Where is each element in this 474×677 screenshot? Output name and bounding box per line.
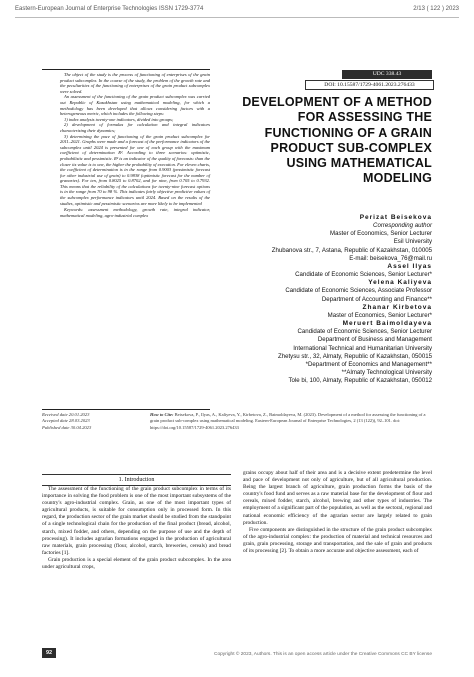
journal-header: Eastern-European Journal of Enterprise Technologies ISSN 1729-3774 [15,6,204,12]
abstract-paragraph: The object of the study is the process of functioning of enterprises of the grain product subcomplex. In the course of the study, the problem of the growth rate and the peculiarities of the functioning of enterprises of the grain product subcomplex were solved. [60,72,210,94]
abstract-paragraph: 2) development of formulas for calculation and integral indicators characterizing their dynamics; [60,122,210,133]
author-affiliation: Master of Economics, Senior Lecturer* [327,311,432,319]
author-affiliation: Candidate of Economic Sciences, Senior Lecturer* [295,271,432,279]
body-paragraph: The assessment of the functioning of the grain product subcomplex in terms of its importance in solving the food problem is one of the most important subsystems of the country's agro-industrial complex. Grain, as one of the most important types of agricultural products, is suitable for consumption only in processed form. In this regard, the production sector of the grain market should be studied from the standpoint of a single technological chain for the production of the final product (bread, alcohol, starch, mixed fodder, and others, depending on the purpose of use and the depth of processing). It includes agrarian formations engaged in the production of agricultural raw materials, grain processing (flour, alcohol, starch, breweries, cereals) and bread factories [1]. [42,486,231,556]
body-paragraph: Grain production is a special element of the grain product subcomplex. In the area under agricultural crops, [42,556,231,571]
author-block [202,214,432,385]
abstract-paragraph: 1) index analysis twenty-one indicators, divided into groups; [64,116,174,122]
section-heading: 1. Introduction [42,474,231,486]
received-date: Received date 20.01.2023 [42,412,90,417]
author-affiliation: *Department of Economics and Management** [305,360,432,368]
body-paragraph: grains occupy about half of their area and is a decisive extent predetermine the level and pace of development not only of agriculture, but of all agricultural production. Being the largest branch of agriculture, grain production forms the basis of the country's food fund and serves as a raw material base for the development of flour and cereals, mixed fodder, starch, alcohol, brewing and other types of industries. The employment of a significant part of the population, as well as the sectoral, regional and national economic efficiency of the agrarian sector are largely related to grain production. [243,470,432,526]
accepted-date: Accepted date 28.03.2023 [42,418,90,424]
author-name: Perizat Beisekova [359,214,432,221]
author-affiliation: Tole bi, 100, Almaty, Republic of Kazakhstan, 050012 [288,377,432,385]
body-column-left [42,486,231,571]
author-name: Meruert Baimoldayeva [342,320,432,328]
doi-box[interactable]: DOI: 10.15587/1729-4061.2023.276433 [305,80,434,90]
author-name: Yelena Kaliyeva [368,279,432,287]
keywords: Keywords: assessment methodology, growth rate, integral indicator, mathematical modeling, agro-industrial complex [60,207,210,218]
author-affiliation: International Technical and Humanitarian University [293,344,432,352]
author-affiliation: **Almaty Technological University [341,368,432,376]
udc-badge: UDC 338.43 [342,70,432,79]
author-affiliation: Candidate of Economic Sciences, Senior Lecturer [297,328,432,336]
abstract-paragraph: 3) determining the pace of functioning of the grain product subcomplex for 2011–2021. Graphs were made and a forecast of the performance indicators of the subcomplex until 2024 is presented for one of each group with the maximum coefficient of determination R². According to three scenarios: optimistic, probabilistic and pessimistic. R² is an indicator of the quality of forecasts: than the closer its value is to one, the higher the probability of execution. For eleven charts, the coefficient of determination is in the range from 0.9003 (pessimistic forecast for other industrial use of grain) to 0.9838 (optimistic forecast for the number of granaries). For ten, from 0.8025 to 0.8702, and for nine, from 0.705 to 0.7932. This means that the reliability of the calculations for twenty-nine forecast options is in the range from 70 to 98 %. This indicates fairly objective predictive values of the subcomplex performance indicators until 2024. Based on the results of the studies, optimistic and pessimistic scenarios are more likely to be implemented [60,133,210,206]
header-divider [15,17,459,18]
body-column-right [243,470,432,555]
article-dates [42,412,91,431]
citation-text: Beisekova, P., Ilyas, A., Kaliyeva, Y., Kirbetova, Z., Baimoldayeva, M. (2023). Development of a method for assessing the functioning of a grain product sub-complex using mathematical modeling. Eastern-European Journal of Enterprise Technologies, 2 (13 (122)), 92–101. doi: https://doi.org/10.15587/1729-4061.2023.276433 [150,412,426,430]
author-affiliation: Department of Business and Management [317,336,432,344]
copyright-notice: Copyright © 2023, Authors. This is an open access article under the Creative Commons CC BY license [214,652,432,657]
author-affiliation: Candidate of Economic Sciences, Associate Professor [285,287,432,295]
author-name: Zhanar Kirbetova [362,303,432,311]
how-to-cite [150,412,432,431]
author-affiliation: Zhetysu str., 32, Almaty, Republic of Kazakhstan, 050015 [277,352,432,360]
author-name: Assel Ilyas [387,262,432,270]
abstract-paragraph: An assessment of the functioning of the grain product subcomplex was carried out Republic of Kazakhstan using mathematical modeling, for which a methodology has been developed that allows considering factors with a heterogeneous metric, which includes the following steps: [60,94,210,117]
article-title: DEVELOPMENT OF A METHOD FOR ASSESSING THE FUNCTIONING OF A GRAIN PRODUCT SUB-COMPLEX USING MATHEMATICAL MODELING [242,95,432,186]
published-date: Published date 30.04.2023 [42,424,92,430]
how-to-cite-label: How to Cite: [150,412,174,417]
author-affiliation: Esil University [393,238,432,246]
issue-header: 2/13 ( 122 ) 2023 [413,6,459,12]
author-affiliation: Zhubanova str., 7, Astana, Republic of Kazakhstan, 010005 [271,246,432,254]
author-affiliation: Master of Economics, Senior Lecturer [330,230,432,238]
author-role: Corresponding author [373,222,432,230]
author-email[interactable]: E-mail: beisekova_76@mail.ru [349,254,432,262]
page-number: 92 [42,648,56,658]
author-affiliation: Department of Accounting and Finance** [321,295,432,303]
abstract [60,72,210,218]
body-paragraph: Five components are distinguished in the structure of the grain product subcomplex of the agro-industrial complex: the production of material and technical resources and grain, grain processing, storage and transportation, and the sale of grain and products of its processing [2]. To obtain a more accurate and objective assessment, each of [243,526,432,555]
